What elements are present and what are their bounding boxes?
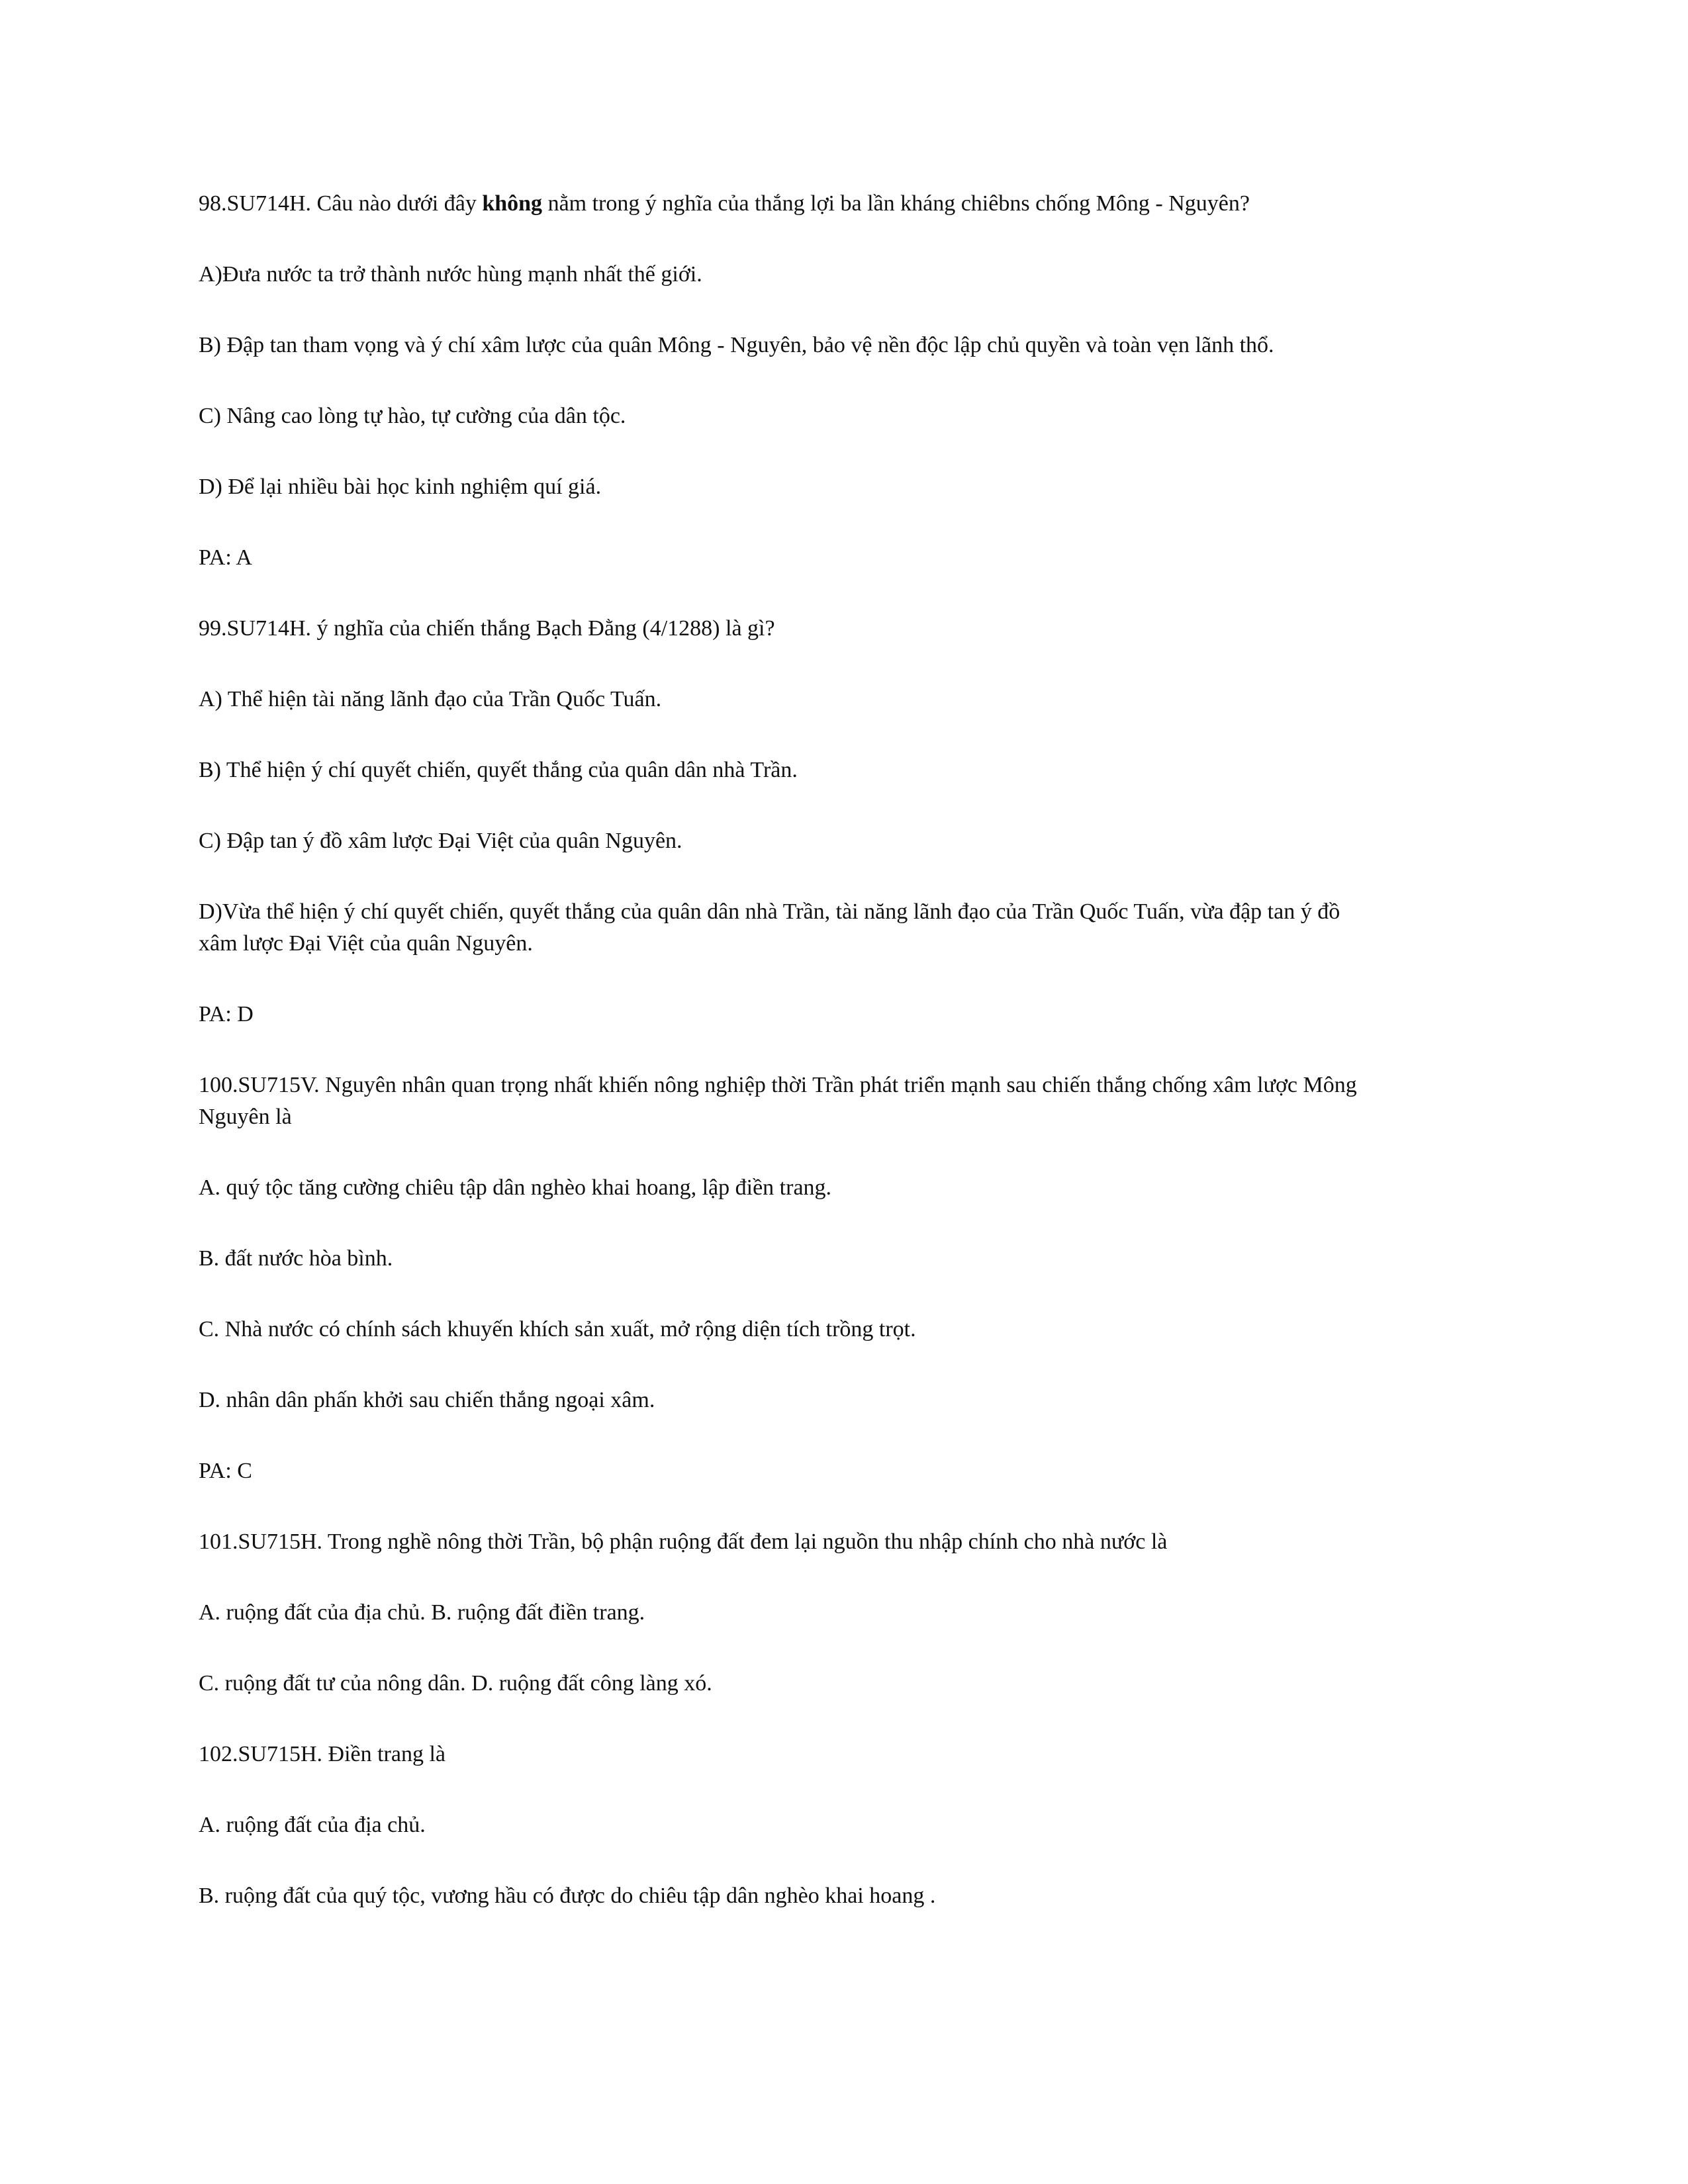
question-102-option-b: B. ruộng đất của quý tộc, vương hầu có được do chiêu tập dân nghèo khai hoang . — [199, 1884, 936, 1908]
question-101-options-cd: C. ruộng đất tư của nông dân. D. ruộng đất công làng xó. — [199, 1671, 712, 1696]
question-99-answer: PA: D — [199, 1002, 254, 1026]
question-99-option-b: B) Thể hiện ý chí quyết chiến, quyết thắng của quân dân nhà Trần. — [199, 758, 798, 782]
question-98-answer: PA: A — [199, 545, 252, 570]
question-99-option-d: D)Vừa thể hiện ý chí quyết chiến, quyết thắng của quân dân nhà Trần, tài năng lãnh đạo của Trần Quốc Tuấn, vừa đập tan ý đồ — [199, 899, 1340, 924]
question-99-option-a: A) Thể hiện tài năng lãnh đạo của Trần Quốc Tuấn. — [199, 687, 662, 711]
question-100-option-a: A. quý tộc tăng cường chiêu tập dân nghèo khai hoang, lập điền trang. — [199, 1175, 832, 1200]
question-98-prefix: 98.SU714H. Câu nào dưới đây — [199, 191, 483, 216]
question-98-option-b: B) Đập tan tham vọng và ý chí xâm lược của quân Mông - Nguyên, bảo vệ nền độc lập chủ quyền và toàn vẹn lãnh thổ. — [199, 333, 1274, 357]
question-99: 99.SU714H. ý nghĩa của chiến thắng Bạch Đằng (4/1288) là gì? — [199, 616, 775, 641]
question-101-options-ab: A. ruộng đất của địa chủ. B. ruộng đất điền trang. — [199, 1600, 645, 1625]
question-98 — [199, 188, 1489, 220]
question-99-option-c: C) Đập tan ý đồ xâm lược Đại Việt của quân Nguyên. — [199, 829, 682, 853]
question-98-emphasis: không — [482, 191, 543, 216]
question-100-option-d: D. nhân dân phấn khởi sau chiến thắng ngoại xâm. — [199, 1388, 655, 1412]
question-98-option-d: D) Để lại nhiều bài học kinh nghiệm quí giá. — [199, 475, 602, 499]
question-102: 102.SU715H. Điền trang là — [199, 1742, 446, 1766]
question-100-answer: PA: C — [199, 1459, 252, 1483]
question-100: 100.SU715V. Nguyên nhân quan trọng nhất khiến nông nghiệp thời Trần phát triển mạnh sau chiến thắng chống xâm lược Mông — [199, 1073, 1357, 1097]
question-98-option-a: A)Đưa nước ta trở thành nước hùng mạnh nhất thế giới. — [199, 262, 702, 287]
question-100-option-b: B. đất nước hòa bình. — [199, 1246, 393, 1271]
question-98-suffix: nằm trong ý nghĩa của thắng lợi ba lần kháng chiêbns chống Mông - Nguyên? — [542, 191, 1250, 216]
document-page — [199, 0, 1489, 2184]
question-102-option-a: A. ruộng đất của địa chủ. — [199, 1813, 426, 1837]
question-99-option-d-continued: xâm lược Đại Việt của quân Nguyên. — [199, 931, 533, 956]
question-100-option-c: C. Nhà nước có chính sách khuyến khích sản xuất, mở rộng diện tích trồng trọt. — [199, 1317, 916, 1342]
question-101: 101.SU715H. Trong nghề nông thời Trần, bộ phận ruộng đất đem lại nguồn thu nhập chính cho nhà nước là — [199, 1529, 1168, 1554]
question-98-option-c: C) Nâng cao lòng tự hào, tự cường của dân tộc. — [199, 404, 626, 428]
question-100-continued: Nguyên là — [199, 1105, 292, 1129]
